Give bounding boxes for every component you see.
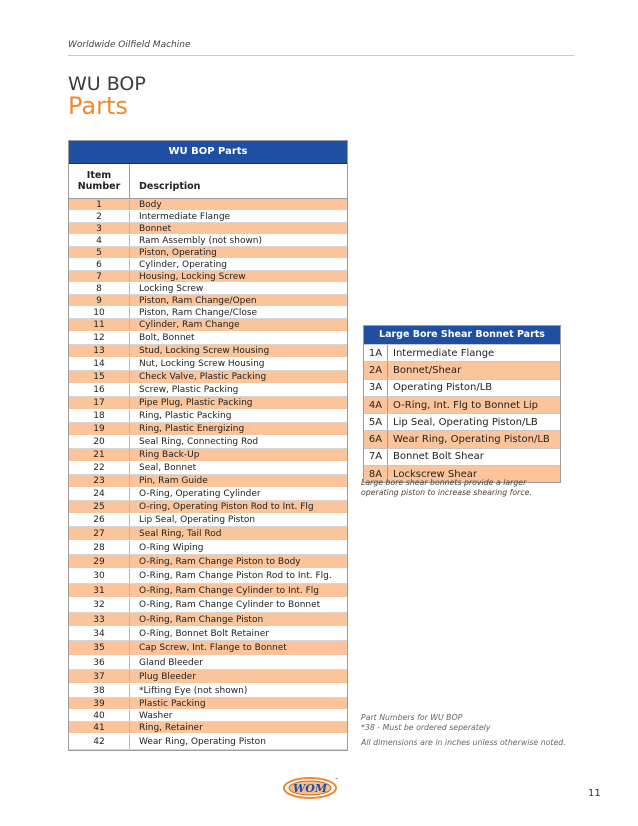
item-description: Plastic Packing [139,698,206,709]
item-description: Stud, Locking Screw Housing [139,346,270,356]
item-description: Piston, Operating [139,247,217,258]
footnote-order-separately: *38 - Must be ordered seperately [361,723,491,732]
table-row [69,613,347,627]
item-description: Screw, Plastic Packing [139,385,239,395]
table-row [69,449,347,462]
item-number: 13 [69,345,130,357]
logo-text: WOM [292,782,328,795]
lb-item-number: 4A [364,397,388,413]
item-number: 34 [69,627,130,640]
item-number: 15 [69,371,130,383]
table-row [69,501,347,514]
table-row [69,199,347,211]
item-number: 20 [69,436,130,448]
item-description: Cylinder, Ram Change [139,320,240,330]
table-row [69,371,347,384]
item-number: 35 [69,641,130,655]
item-description: Seal Ring, Tail Rod [139,528,222,539]
item-description: Check Valve, Plastic Packing [139,372,267,382]
table-row [69,656,347,670]
item-description: Pipe Plug, Plastic Packing [139,398,253,408]
lb-item-number: 1A [364,345,388,361]
lb-item-description: Lockscrew Shear [393,468,477,480]
column-header-number: Number [77,181,121,192]
table-row [69,295,347,307]
running-header: Worldwide Oilfield Machine [68,40,574,56]
column-header-description: Description [139,181,201,192]
item-number: 25 [69,501,130,513]
item-number: 19 [69,423,130,435]
table-row [69,259,347,271]
item-number: 41 [69,722,130,733]
item-description: Lip Seal, Operating Piston [139,515,256,525]
item-number: 27 [69,527,130,540]
item-description: O-Ring, Operating Cylinder [139,489,261,499]
table-row [69,345,347,358]
lb-item-description: Bonnet Bolt Shear [393,451,484,463]
table-row [69,410,347,423]
item-description: Body [139,199,162,210]
item-number: 11 [69,319,130,331]
table-row [69,710,347,722]
wu-bop-parts-table [68,140,348,751]
item-description: Plug Bleeder [139,671,196,682]
column-header-item: Item [86,170,112,181]
item-description: Ram Assembly (not shown) [139,235,263,246]
item-number: 22 [69,462,130,474]
page-title: WU BOP [68,73,146,95]
table-row [69,235,347,247]
table-row [69,247,347,259]
item-description: O-Ring, Ram Change Piston to Body [139,556,301,567]
item-description: Ring, Plastic Energizing [139,424,245,434]
item-description: Ring Back-Up [139,450,200,460]
table-row [69,397,347,410]
item-number: 28 [69,541,130,554]
item-description: Washer [139,710,173,721]
lb-item-number: 2A [364,362,388,378]
large-bore-note [361,478,561,498]
item-description: Wear Ring, Operating Piston [139,736,266,747]
table-row [69,722,347,734]
table-row [69,684,347,698]
item-description: *Lifting Eye (not shown) [139,685,248,696]
item-description: Gland Bleeder [139,657,203,668]
item-number: 31 [69,584,130,597]
item-description: Ring, Plastic Packing [139,411,232,421]
table-row [69,488,347,501]
item-number: 1 [69,199,130,210]
table-row [69,223,347,235]
item-number: 17 [69,397,130,409]
item-number: 8 [69,283,130,294]
item-number: 37 [69,670,130,683]
table-row [69,332,347,345]
item-description: O-Ring, Ram Change Piston Rod to Int. Flg. [139,571,332,581]
item-number: 3 [69,223,130,234]
item-number: 9 [69,295,130,306]
lb-item-number: 3A [364,380,388,396]
logo-tm: ™ [335,777,339,782]
item-description: Pin, Ram Guide [139,476,208,486]
lb-item-description: Wear Ring, Operating Piston/LB [393,434,550,446]
table-row [69,462,347,475]
lb-item-description: Lip Seal, Operating Piston/LB [393,416,538,428]
item-description: Intermediate Flange [139,211,231,222]
item-number: 26 [69,514,130,526]
lb-table-body [364,344,560,482]
table-row [69,641,347,656]
column-header-item-number [69,164,130,198]
table-header-row [69,164,347,199]
wom-logo [282,776,338,800]
item-number: 10 [69,307,130,318]
item-description: O-ring, Operating Piston Rod to Int. Flg [139,502,314,512]
lb-item-number: 7A [364,449,388,465]
table-row [69,598,347,613]
item-number: 14 [69,358,130,370]
item-number: 21 [69,449,130,461]
table-row [69,384,347,397]
item-number: 7 [69,271,130,282]
item-description: Seal Ring, Connecting Rod [139,437,259,447]
lb-table-row [364,430,560,447]
table-row [69,475,347,488]
note-line-2: operating piston to increase shearing force. [361,488,532,497]
item-description: Locking Screw [139,283,204,294]
note-line-1: Large bore shear bonnets provide a larger [361,478,527,487]
lb-item-description: Intermediate Flange [393,347,495,359]
table-row [69,584,347,598]
table-body [69,199,347,750]
item-number: 2 [69,211,130,222]
lb-table-row [364,344,560,361]
item-number: 6 [69,259,130,270]
table-row [69,358,347,371]
lb-item-number: 5A [364,414,388,430]
table-row [69,569,347,584]
item-number: 5 [69,247,130,258]
item-number: 18 [69,410,130,422]
item-number: 24 [69,488,130,500]
item-description: Cylinder, Operating [139,259,227,270]
table-row [69,734,347,750]
table-row [69,271,347,283]
footnotes [361,713,581,748]
item-number: 12 [69,332,130,344]
item-description: O-Ring, Bonnet Bolt Retainer [139,628,269,639]
lb-table-row [364,379,560,396]
table-row [69,319,347,332]
lb-table-row [364,448,560,465]
lb-item-number: 8A [364,466,388,482]
table-row [69,555,347,569]
item-number: 36 [69,656,130,669]
lb-table-row [364,361,560,378]
table-row [69,307,347,319]
item-description: O-Ring Wiping [139,542,204,553]
lb-item-description: Operating Piston/LB [393,382,493,394]
item-number: 32 [69,598,130,612]
table-row [69,698,347,710]
page-number: 11 [588,788,601,799]
item-description: Ring, Retainer [139,722,203,733]
item-description: Piston, Ram Change/Close [139,307,258,318]
lb-table-row [364,413,560,430]
item-number: 23 [69,475,130,487]
item-description: O-Ring, Ram Change Piston [139,614,264,625]
table-title: WU BOP Parts [69,141,347,164]
item-number: 30 [69,569,130,583]
item-description: O-Ring, Ram Change Cylinder to Int. Flg [139,585,320,596]
lb-table-title: Large Bore Shear Bonnet Parts [364,326,560,344]
lb-item-description: O-Ring, Int. Flg to Bonnet Lip [393,399,538,411]
table-row [69,211,347,223]
table-row [69,436,347,449]
item-number: 16 [69,384,130,396]
item-description: Housing, Locking Screw [139,271,246,282]
table-row [69,541,347,555]
table-row [69,627,347,641]
table-row [69,670,347,684]
lb-item-description: Bonnet/Shear [393,364,462,376]
footnote-dimensions: All dimensions are in inches unless otherwise noted. [361,738,566,747]
item-number: 38 [69,684,130,697]
table-row [69,527,347,541]
item-number: 42 [69,734,130,749]
item-number: 40 [69,710,130,721]
table-row [69,423,347,436]
item-description: Cap Screw, Int. Flange to Bonnet [139,643,287,653]
item-description: Piston, Ram Change/Open [139,295,257,306]
lb-table-row [364,396,560,413]
item-description: Bonnet [139,223,172,234]
item-number: 33 [69,613,130,626]
item-description: Seal, Bonnet [139,463,197,473]
item-number: 29 [69,555,130,568]
item-description: Bolt, Bonnet [139,333,195,343]
large-bore-parts-table [363,325,561,483]
footnote-part-numbers: Part Numbers for WU BOP [361,713,463,722]
item-number: 39 [69,698,130,709]
item-number: 4 [69,235,130,246]
lb-item-number: 6A [364,431,388,447]
table-row [69,283,347,295]
item-description: O-Ring, Ram Change Cylinder to Bonnet [139,600,321,610]
page-subtitle: Parts [68,92,128,120]
table-row [69,514,347,527]
item-description: Nut, Locking Screw Housing [139,359,265,369]
